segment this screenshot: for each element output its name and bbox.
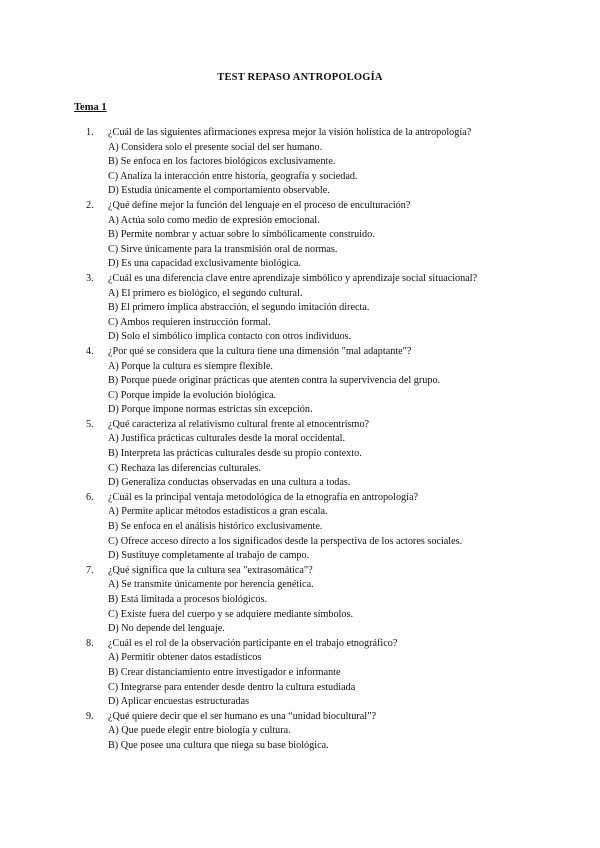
answer-option: B) Se enfoca en los factores biológicos exclusivamente.: [108, 156, 336, 168]
answer-option: C) Analiza la interacción entre historia, geografía y sociedad.: [108, 170, 358, 182]
answer-option: D) Estudia únicamente el comportamiento observable.: [108, 185, 330, 197]
answer-option: B) Crear distanciamiento entre investigador e informante: [108, 666, 341, 678]
answer-option: B) El primero implica abstracción, el segundo imitación directa.: [108, 302, 370, 314]
question-row: [86, 126, 546, 141]
answer-option: D) Solo el simbólico implica contacto con otros individuos.: [108, 331, 352, 343]
answer-option: C) Ofrece acceso directo a los significados desde la perspectiva de los actores sociales.: [108, 535, 463, 547]
answer-option: A) Permitir obtener datos estadísticos: [108, 652, 262, 664]
answer-option: B) Porque puede originar prácticas que atenten contra la supervivencia del grupo.: [108, 375, 441, 387]
question-number: 2.: [86, 199, 94, 211]
answer-option: B) Que posee una cultura que niega su base biológica.: [108, 739, 329, 751]
answer-option: A) Se transmite únicamente por herencia genética.: [108, 579, 314, 591]
answer-option: C) Integrarse para entender desde dentro la cultura estudiada: [108, 681, 356, 693]
answer-option: D) Porque impone normas estrictas sin excepción.: [108, 404, 313, 416]
question-text: ¿Qué caracteriza al relativismo cultural frente al etnocentrismo?: [108, 418, 370, 430]
question-item: [86, 564, 546, 637]
answer-option: B) Interpreta las prácticas culturales desde su propio contexto.: [108, 448, 362, 460]
answer-option: D) No depende del lenguaje.: [108, 623, 225, 635]
question-row: [86, 199, 546, 214]
section-heading: Tema 1: [74, 102, 107, 113]
question-item: [86, 710, 546, 754]
question-text: ¿Por qué se considera que la cultura tiene una dimensión "mal adaptante"?: [108, 345, 412, 357]
question-item: [86, 418, 546, 491]
question-text: ¿Cuál es la principal ventaja metodológica de la etnografía en antropología?: [108, 491, 419, 503]
question-number: 3.: [86, 272, 94, 284]
answer-option: D) Aplicar encuestas estructuradas: [108, 696, 250, 708]
question-text: ¿Qué significa que la cultura sea "extrasomática"?: [108, 564, 313, 576]
answer-option: D) Sustituye completamente al trabajo de campo.: [108, 550, 310, 562]
question-item: [86, 126, 546, 199]
question-number: 7.: [86, 564, 94, 576]
question-number: 9.: [86, 710, 94, 722]
question-row: [86, 710, 546, 725]
question-text: ¿Cuál es una diferencia clave entre aprendizaje simbólico y aprendizaje social situacional?: [108, 272, 478, 284]
question-item: [86, 272, 546, 345]
question-number: 8.: [86, 637, 94, 649]
question-text: ¿Cuál de las siguientes afirmaciones expresa mejor la visión holística de la antropología?: [108, 127, 472, 138]
answer-option: C) Ambos requieren instrucción formal.: [108, 316, 271, 328]
question-text: ¿Qué define mejor la función del lenguaje en el proceso de enculturación?: [108, 199, 411, 211]
answer-option: C) Porque impide la evolución biológica.: [108, 389, 277, 401]
question-number: 5.: [86, 418, 94, 430]
question-item: [86, 637, 546, 710]
answer-option: A) Actúa solo como medio de expresión emocional.: [108, 214, 320, 226]
question-number: 1.: [86, 127, 94, 138]
question-row: [86, 272, 546, 287]
answer-option: A) El primero es biológico, el segundo cultural.: [108, 287, 303, 299]
answer-option: C) Existe fuera del cuerpo y se adquiere mediante símbolos.: [108, 608, 353, 620]
answer-option: A) Justifica prácticas culturales desde la moral occidental.: [108, 433, 346, 445]
question-row: [86, 564, 546, 579]
answer-option: C) Rechaza las diferencias culturales.: [108, 462, 262, 474]
question-row: [86, 491, 546, 506]
question-item: [86, 345, 546, 418]
answer-option: B) Permite nombrar y actuar sobre lo simbólicamente construido.: [108, 229, 375, 241]
page-title: TEST REPASO ANTROPOLOGÍA: [217, 72, 383, 83]
answer-option: C) Sirve únicamente para la transmisión oral de normas.: [108, 243, 338, 255]
answer-option: A) Considera solo el presente social del ser humano.: [108, 141, 323, 153]
answer-option: A) Permite aplicar métodos estadísticos a gran escala.: [108, 506, 328, 518]
question-list: [86, 126, 546, 754]
question-item: [86, 199, 546, 272]
answer-option: B) Se enfoca en el análisis histórico exclusivamente.: [108, 521, 323, 533]
question-number: 4.: [86, 345, 94, 357]
question-text: ¿Qué quiere decir que el ser humano es una “unidad biocultural”?: [108, 710, 377, 722]
question-item: [86, 491, 546, 564]
question-text: ¿Cuál es el rol de la observación participante en el trabajo etnográfico?: [108, 637, 398, 649]
answer-option: B) Está limitada a procesos biológicos.: [108, 594, 268, 605]
question-number: 6.: [86, 491, 94, 503]
answer-option: A) Porque la cultura es siempre flexible.: [108, 360, 273, 372]
answer-option: D) Generaliza conductas observadas en una cultura a todas.: [108, 477, 351, 489]
question-row: [86, 418, 546, 433]
answer-option: D) Es una capacidad exclusivamente biológica.: [108, 258, 301, 270]
question-row: [86, 637, 546, 652]
question-row: [86, 345, 546, 360]
answer-option: A) Que puede elegir entre biología y cultura.: [108, 725, 291, 737]
